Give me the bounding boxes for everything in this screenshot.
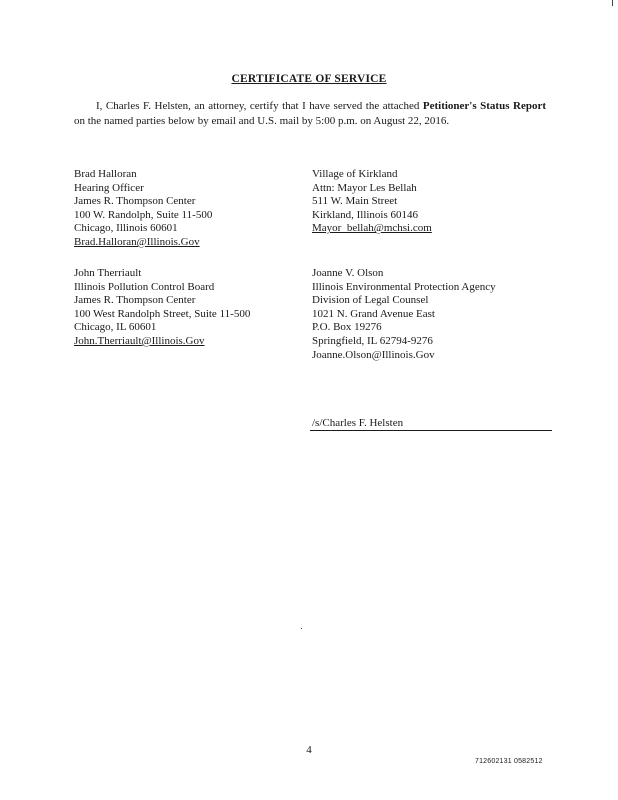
statement-text-after: on the named parties below by email and U.S. mail by 5:00 p.m. on August 22, 2016.: [74, 114, 450, 127]
party-email-link[interactable]: John.Therriault@Illinois.Gov: [74, 334, 205, 347]
party-name: John Therriault: [74, 267, 142, 279]
party-address-line: 100 W. Randolph, Suite 11-500: [74, 208, 213, 221]
certification-statement: [74, 99, 546, 128]
party-name: Village of Kirkland: [312, 168, 398, 180]
party-division: Division of Legal Counsel: [312, 294, 429, 307]
certificate-title: CERTIFICATE OF SERVICE: [231, 73, 387, 85]
service-party-pollution-control-board: [74, 267, 250, 349]
service-party-illinois-epa: [312, 267, 496, 362]
party-address-line: James R. Thompson Center: [74, 294, 196, 307]
party-name: Brad Halloran: [74, 168, 137, 180]
party-address-line: James R. Thompson Center: [74, 195, 196, 208]
party-address-line: Chicago, IL 60601: [74, 321, 157, 334]
party-email-link[interactable]: Joanne.Olson@Illinois.Gov: [312, 348, 435, 361]
party-title: Hearing Officer: [74, 181, 144, 194]
service-party-hearing-officer: [74, 168, 212, 250]
signature-line: /s/Charles F. Helsten: [310, 416, 552, 431]
party-organization: Illinois Pollution Control Board: [74, 280, 215, 293]
party-address-line: Chicago, Illinois 60601: [74, 222, 178, 235]
party-name: Joanne V. Olson: [312, 267, 384, 279]
party-address-line: Springfield, IL 62794-9276: [312, 334, 433, 347]
party-address-line: P.O. Box 19276: [312, 321, 382, 334]
party-address-line: 1021 N. Grand Avenue East: [312, 307, 435, 320]
party-address-line: Kirkland, Illinois 60146: [312, 208, 419, 221]
party-address-line: 511 W. Main Street: [312, 195, 398, 208]
scan-speck: [301, 628, 302, 629]
party-address-line: 100 West Randolph Street, Suite 11-500: [74, 307, 251, 320]
statement-text-before: I, Charles F. Helsten, an attorney, certify that I have served the attached: [96, 100, 423, 112]
party-email-link[interactable]: Brad.Halloran@Illinois.Gov: [74, 235, 200, 248]
page-number: 4: [306, 744, 312, 756]
scan-edge-mark: [612, 0, 613, 6]
party-organization: Illinois Environmental Protection Agency: [312, 280, 496, 293]
statement-document-name: Petitioner's Status Report: [422, 100, 546, 112]
document-id: 712602131 0582512: [475, 758, 543, 765]
party-email-link[interactable]: Mayor_bellah@mchsi.com: [312, 222, 432, 235]
service-party-village-of-kirkland: [312, 168, 432, 236]
party-attention-line: Attn: Mayor Les Bellah: [312, 181, 417, 194]
